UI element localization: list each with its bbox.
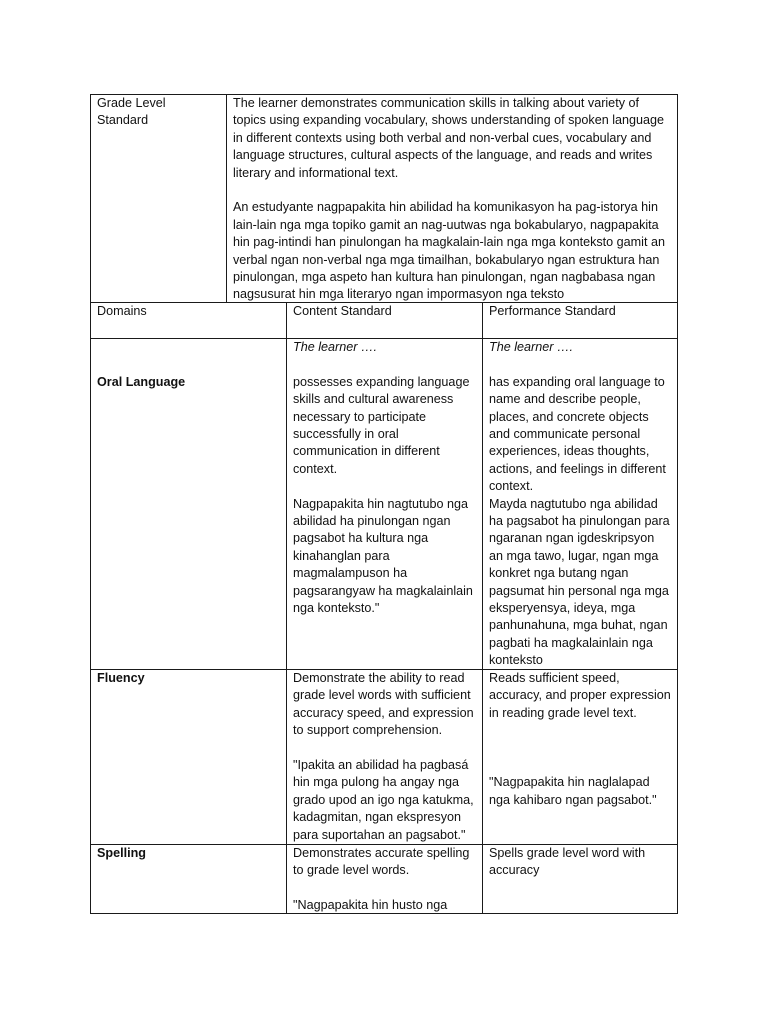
grade-level-text-waray: An estudyante nagpapakita hin abilidad ha komunikasyon ha pag-istorya hin lain-lain nga mga topiko gamit an nag-uutwas nga bokabularyo, nagpapakita hin pag-intindi han pinulongan ha magkalain-lain nga mga konteksto gamit an verbal ngan non-verbal nga mga timailhan, bokabularyo ngan estruktura han pinulongan, mga aspeto han kultura han pinulongan, ngan nagbabasa ngan nagsusurat hin mga literaryo ngan impormasyon nga teksto bbox=[233, 200, 665, 302]
oral-language-content-cell bbox=[287, 339, 482, 669]
spelling-content-cell bbox=[287, 845, 482, 913]
spelling-domain: Spelling bbox=[97, 846, 146, 860]
fluency-performance-english: Reads sufficient speed, accuracy, and proper expression in reading grade level text. bbox=[489, 671, 671, 720]
fluency-performance-cell bbox=[483, 670, 677, 844]
grade-level-text-cell bbox=[227, 95, 677, 302]
spelling-domain-cell bbox=[91, 845, 286, 913]
header-performance-standard-cell bbox=[483, 303, 677, 338]
header-content-standard-cell bbox=[287, 303, 482, 338]
table-border-bottom bbox=[90, 913, 678, 914]
spelling-performance-english: Spells grade level word with accuracy bbox=[489, 846, 646, 878]
header-content-standard: Content Standard bbox=[293, 304, 392, 318]
header-performance-standard: Performance Standard bbox=[489, 304, 616, 318]
grade-level-label-cell bbox=[91, 95, 226, 302]
oral-language-performance-english: has expanding oral language to name and describe people, places, and concrete objects and communicate personal experiences, ideas thoughts, actions, and feelings in different context. bbox=[489, 374, 666, 494]
spelling-performance-cell bbox=[483, 845, 677, 913]
fluency-content-waray: "Ipakita an abilidad ha pagbasá hin mga pulong ha angay nga grado upod an igo nga katukma, kadagmitan, ngan ekspresyon para suportahan an pagsabot." bbox=[293, 758, 474, 842]
spelling-content-english: Demonstrates accurate spelling to grade level words. bbox=[293, 846, 470, 878]
oral-language-performance-cell bbox=[483, 339, 677, 669]
grade-level-label: Grade Level Standard bbox=[97, 96, 166, 128]
table-border-right bbox=[677, 94, 678, 914]
oral-language-content-english: possesses expanding language skills and cultural awareness necessary to participate successfully in oral communication in different context. bbox=[293, 374, 470, 476]
fluency-domain: Fluency bbox=[97, 671, 145, 685]
oral-language-performance-waray: Mayda nagtutubo nga abilidad ha pagsabot ha pinulongan para ngaranan ngan igdeskripsyon an mga tawo, lugar, ngan mga konkret nga butang ngan pagsumat hin personal nga mga eksperyensya, ideya, mga panhunahuna, mga buhat, ngan pagbati ha magkalainlain nga konteksto bbox=[489, 496, 670, 668]
oral-language-domain-cell bbox=[91, 339, 286, 669]
fluency-content-cell bbox=[287, 670, 482, 844]
oral-language-performance-intro: The learner …. bbox=[489, 340, 573, 354]
fluency-content-english: Demonstrate the ability to read grade level words with sufficient accuracy speed, and expression to support comprehension. bbox=[293, 671, 474, 738]
oral-language-content-waray: Nagpapakita hin nagtutubo nga abilidad ha pinulongan ngan pagsabot ha kultura nga kinahanglan para magmalampuson ha pagsarangyaw ha magkalainlain nga konteksto." bbox=[293, 496, 473, 616]
fluency-domain-cell bbox=[91, 670, 286, 844]
oral-language-content-intro: The learner …. bbox=[293, 340, 377, 354]
header-domains-cell bbox=[91, 303, 286, 338]
fluency-performance-waray: "Nagpapakita hin naglalapad nga kahibaro ngan pagsabot." bbox=[489, 775, 657, 807]
grade-level-text-english: The learner demonstrates communication skills in talking about variety of topics using expanding vocabulary, shows understanding of spoken language in different contexts using both verbal and non-verbal cues, vocabulary and language structures, cultural aspects of the language, and reads and writes literary and informational text. bbox=[233, 96, 665, 180]
oral-language-domain: Oral Language bbox=[97, 374, 186, 389]
spelling-content-waray: "Nagpapakita hin husto nga bbox=[293, 898, 448, 913]
header-domains: Domains bbox=[97, 304, 147, 318]
